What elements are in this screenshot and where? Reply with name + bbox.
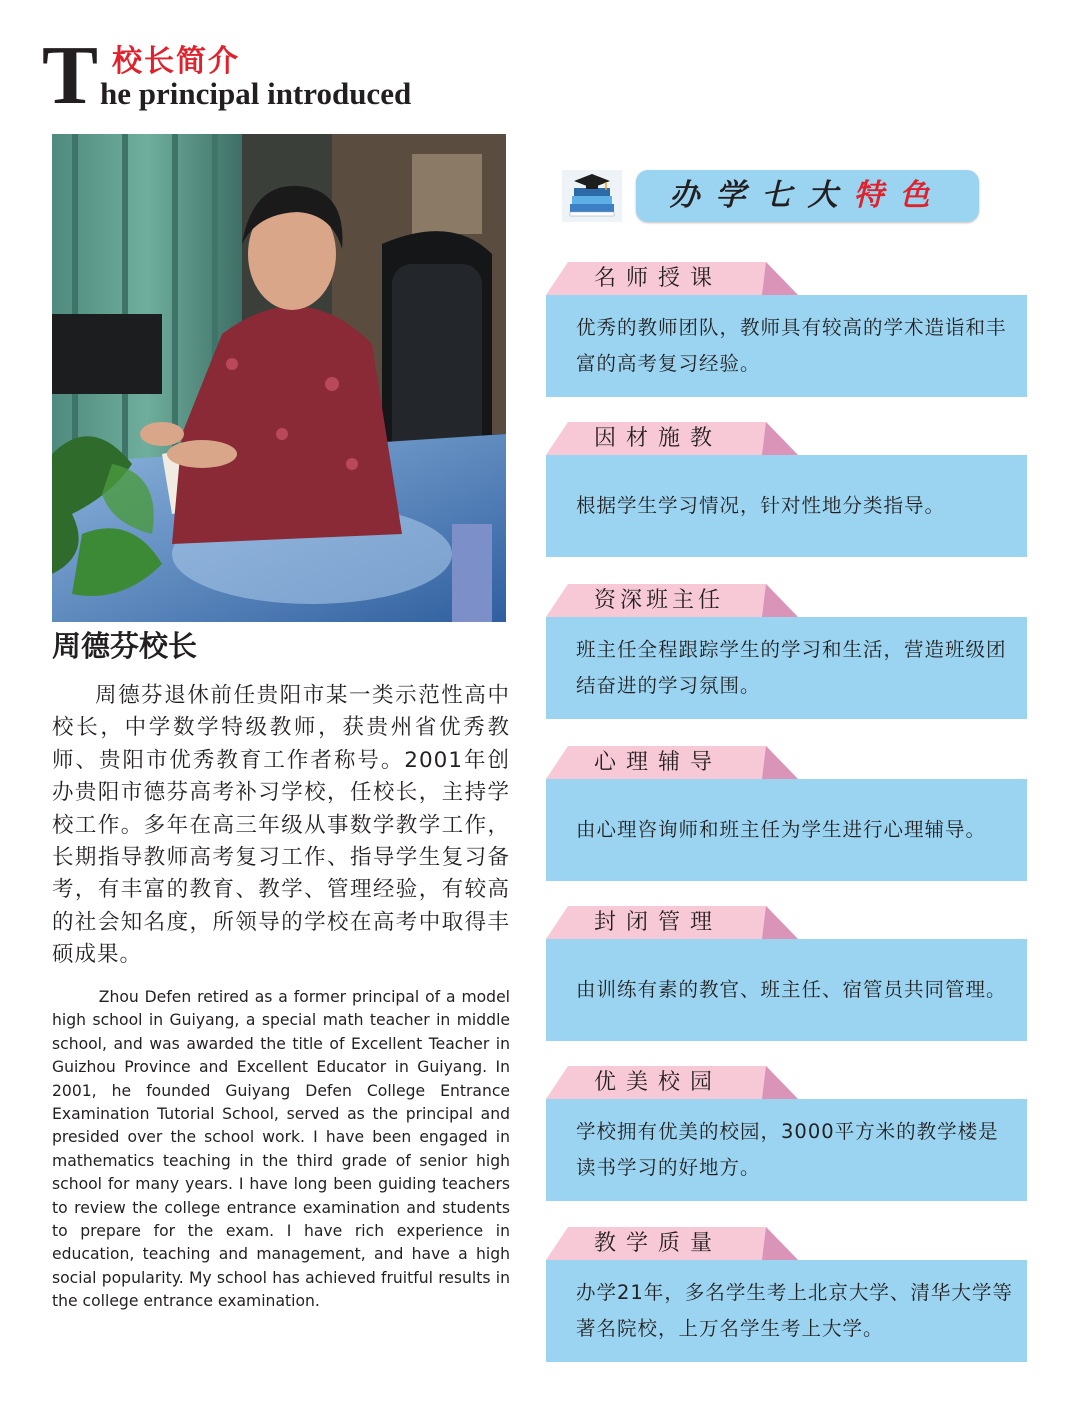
- features-title-panel: [636, 170, 979, 222]
- feature-description: 由心理咨询师和班主任为学生进行心理辅导。: [576, 818, 987, 841]
- feature-label-tab: [546, 906, 798, 939]
- feature-description-panel: [546, 939, 1027, 1041]
- feature-description: 办学21年，多名学生考上北京大学、清华大学等著名院校，上万名学生考上大学。: [576, 1281, 1013, 1340]
- feature-description-panel: [546, 779, 1027, 881]
- feature-label: 名师授课: [594, 266, 723, 291]
- feature-description: 优秀的教师团队，教师具有较高的学术造诣和丰富的高考复习经验。: [576, 316, 1007, 375]
- feature-description: 班主任全程跟踪学生的学习和生活，营造班级团结奋进的学习氛围。: [576, 638, 1007, 697]
- feature-label: 教学质量: [594, 1231, 723, 1256]
- feature-description-panel: [546, 295, 1027, 397]
- feature-label: 封闭管理: [594, 910, 723, 935]
- page-title-cn: 校长简介: [112, 44, 240, 79]
- feature-description: 根据学生学习情况，针对性地分类指导。: [576, 494, 946, 517]
- feature-label-tab: [546, 262, 798, 295]
- feature-description-panel: [546, 455, 1027, 557]
- feature-label-tab: [546, 1227, 798, 1260]
- feature-label-tab: [546, 422, 798, 455]
- feature-description-panel: [546, 1099, 1027, 1201]
- feature-label: 资深班主任: [594, 588, 725, 613]
- principal-name: 周德芬校长: [52, 629, 198, 663]
- feature-label: 优美校园: [594, 1070, 723, 1095]
- principal-bio-en: Zhou Defen retired as a former principal of a model high school in Guiyang, a special math teacher in middle school, and was awarded the title of Excellent Teacher in Guizhou Province and Excellent Educator in Guiyang. In 2001, he founded Guiyang Defen College Entrance Examination Tutorial School, served as the principal and presided over the school work. I have been engaged in mathematics teaching in the third grade of senior high school for many years. I have long been guiding teachers to review the college entrance examination and students to prepare for the exam. I have rich experience in education, teaching and management, and have a high social popularity. My school has achieved fruitful results in the college entrance examination.: [52, 988, 510, 1311]
- feature-label-tab: [546, 746, 798, 779]
- principal-photo: [52, 134, 506, 622]
- feature-label-tab: [546, 1066, 798, 1099]
- books-with-graduation-cap-icon: [562, 170, 622, 222]
- header-initial-letter: T: [42, 29, 99, 122]
- features-title-red: 特色: [853, 178, 946, 213]
- feature-label: 心理辅导: [594, 750, 723, 775]
- features-title: [636, 176, 979, 216]
- feature-description-panel: [546, 617, 1027, 719]
- feature-description-panel: [546, 1260, 1027, 1362]
- feature-description: 学校拥有优美的校园，3000平方米的教学楼是读书学习的好地方。: [576, 1120, 999, 1179]
- feature-label: 因材施教: [594, 426, 723, 451]
- principal-bio-cn: 周德芬退休前任贵阳市某一类示范性高中校长，中学数学特级教师，获贵州省优秀教师、贵阳市优秀教育工作者称号。2001年创办贵阳市德芬高考补习学校，任校长，主持学校工作。多年在高三年级从事数学教学工作，长期指导教师高考复习工作、指导学生复习备考，有丰富的教育、教学、管理经验，有较高的社会知名度，所领导的学校在高考中取得丰硕成果。: [52, 683, 510, 968]
- features-title-black: 办学七大: [669, 178, 854, 213]
- page-title-en: he principal introduced: [100, 76, 412, 111]
- feature-label-tab: [546, 584, 798, 617]
- feature-description: 由训练有素的教官、班主任、宿管员共同管理。: [576, 978, 1007, 1001]
